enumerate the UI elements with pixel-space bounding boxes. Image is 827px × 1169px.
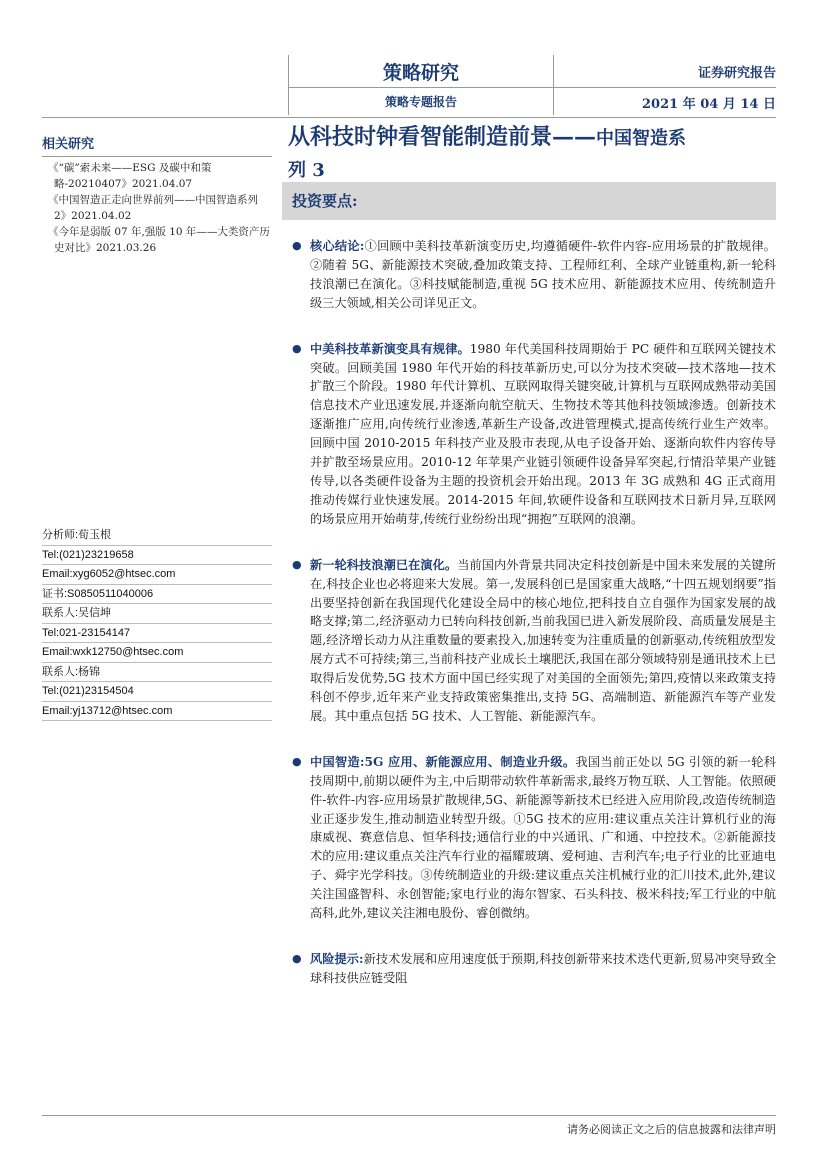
bullet-icon: ● <box>292 239 302 252</box>
contact-tel: Tel:(021)23154504 <box>42 682 272 702</box>
summary-label: 投资要点: <box>292 192 358 210</box>
key-point-lead: 新一轮科技浪潮已在演化。 <box>310 557 458 572</box>
related-item[interactable]: 《“碳”索未来——ESG 及碳中和策略-20210407》2021.04.07 <box>48 162 212 190</box>
analyst-tel: Tel:(021)23219658 <box>42 546 272 566</box>
header-bottom-rule <box>42 117 776 118</box>
contact-email[interactable]: Email:yj13712@htsec.com <box>42 702 272 722</box>
key-point-lead: 核心结论: <box>310 239 365 253</box>
related-research-heading: 相关研究 <box>42 137 95 152</box>
report-subtype: 策略专题报告 <box>384 95 457 109</box>
key-point-text: 当前国内外背景共同决定科技创新是中国未来发展的关键所在,科技企业也必将迎来大发展。第一,发展科创已是国家重大战略,“十四五规划纲要”指出要坚持创新在我国现代化建设全局中的核心地位,把科技自立自强作为国家发展的战略支撑;第二,经济驱动力已转向科技创新,当前我国已进入新发展阶段、高质量发展是主题,经济增长动力从注重数量的要素投入,加速转变为注重质量的创新驱动,传统粗放型发展方式不可持续;第三,当前科技产业成长土壤肥沃,我国在部分领域特别是通讯技术上已取得后发优势,5G 技术方面中国已经实现了对美国的全面领先;第四,疫情以来政策支持科创不停步,近年来产业支持政策密集推出,支持 5G、高端制造、新能源汽车等产业发展。其中重点包括 5G 技术、人工智能、新能源汽车。 <box>310 557 777 723</box>
key-points <box>290 237 776 988</box>
key-point <box>290 753 776 923</box>
key-point <box>290 556 776 726</box>
related-item[interactable]: 《中国智造正走向世界前列——中国智造系列 2》2021.04.02 <box>48 194 258 222</box>
report-title-series-number: 列 3 <box>288 160 325 181</box>
contact-tel: Tel:021-23154147 <box>42 624 272 644</box>
legal-disclaimer[interactable]: 请务必阅读正文之后的信息披露和法律声明 <box>567 1123 776 1136</box>
contact-name: 联系人:吴信坤 <box>42 604 272 624</box>
report-title-main: 从科技时钟看智能制造前景—— <box>288 124 597 150</box>
key-point-lead: 中国智造:5G 应用、新能源应用、制造业升级。 <box>310 754 576 769</box>
bullet-icon: ● <box>292 557 302 571</box>
key-point <box>290 340 776 529</box>
report-title-series: 中国智造系 <box>596 128 687 149</box>
related-research <box>42 133 272 256</box>
analyst-email[interactable]: Email:xyg6052@htsec.com <box>42 565 272 585</box>
key-point-text: ①回顾中美科技革新演变历史,均遵循硬件-软件内容-应用场景的扩散规律。②随着 5G、新能源技术突破,叠加政策支持、工程师红利、全球产业链重构,新一轮科技浪潮已在演化。③科技赋能制造,重视 5G 技术应用、新能源技术应用、传统制造升级三大领域,相关公司详见正文。 <box>310 239 776 310</box>
key-point-lead: 风险提示: <box>310 952 364 966</box>
key-point-text: 新技术发展和应用速度低于预期,科技创新带来技术迭代更新,贸易冲突导致全球科技供应链受阻 <box>310 952 777 985</box>
department-name: 策略研究 <box>382 62 459 84</box>
bullet-icon: ● <box>292 341 302 355</box>
contact-name: 联系人:杨锦 <box>42 663 272 683</box>
key-point-text: 1980 年代美国科技周期始于 PC 硬件和互联网关键技术突破。回顾美国 1980 年代开始的科技革新历史,可以分为技术突破—技术落地—技术扩散三个阶段。1980 年代计算机、互联网取得关键突破,计算机与互联网成熟带动美国信息技术产业迅速发展,并逐渐向航空航天、生物技术等其他科技领域渗透。创新技术逐渐推广应用,向传统行业渗透,革新生产设备,改进管理模式,提高传统行业生产效率。回顾中国 2010-2015 年科技产业及股市表现,从电子设备开始、逐渐向软件内容传导并扩散至场景应用。2010-12 年苹果产业链引领硬件设备异军突起,行情沿苹果产业链传导,以各类硬件设备为主题的投资机会开始出现。2013 年 3G 成熟和 4G 正式商用推动传媒行业快速发展。2014-2015 年间,软硬件设备和互联网技术日新月异,互联网的场景应用开始萌芽,传统行业纷纷出现“拥抱”互联网的浪潮。 <box>310 341 776 526</box>
key-point <box>290 237 776 313</box>
sidebar-rule <box>42 156 272 157</box>
analyst-contacts <box>42 526 272 721</box>
key-point-text: 我国当前正处以 5G 引领的新一轮科技周期中,前期以硬件为主,中后期带动软件革新需求,最终万物互联、人工智能。依照硬件-软件-内容-应用场景扩散规律,5G、新能源等新技术已经进入应用阶段,改造传统制造业正逐步发生,推动制造业转型升级。①5G 技术的应用:建议重点关注计算机行业的海康威视、赛意信息、恒华科技;通信行业的中兴通讯、广和通、中控技术。②新能源技术的应用:建议重点关注汽车行业的福耀玻璃、爱柯迪、吉利汽车;电子行业的比亚迪电子、舜宇光学科技。③传统制造业的升级:建议重点关注机械行业的汇川技术,此外,建议关注国盛智科、永创智能;家电行业的海尔智家、石头科技、极米科技;军工行业的中航高科,此外,建议关注湘电股份、睿创微纳。 <box>310 754 776 921</box>
footer-rule <box>42 1115 776 1116</box>
related-research-list <box>42 160 272 256</box>
related-item[interactable]: 《今年是弱版 07 年,强版 10 年——大类资产历史对比》2021.03.26 <box>48 226 270 254</box>
bullet-icon: ● <box>292 754 302 768</box>
analyst-certificate: 证书:S0850511040006 <box>42 585 272 605</box>
report-type: 证券研究报告 <box>697 66 776 81</box>
contact-email[interactable]: Email:wxk12750@htsec.com <box>42 643 272 663</box>
header-rule-left <box>289 87 553 88</box>
key-point-lead: 中美科技革新演变具有规律。 <box>310 341 470 356</box>
report-date: 2021 年 04 月 14 日 <box>642 97 776 112</box>
report-title <box>288 122 778 186</box>
header-rule-right <box>554 87 776 88</box>
bullet-icon: ● <box>292 952 302 965</box>
analyst-name: 分析师:荀玉根 <box>42 526 272 546</box>
key-point <box>290 950 776 988</box>
